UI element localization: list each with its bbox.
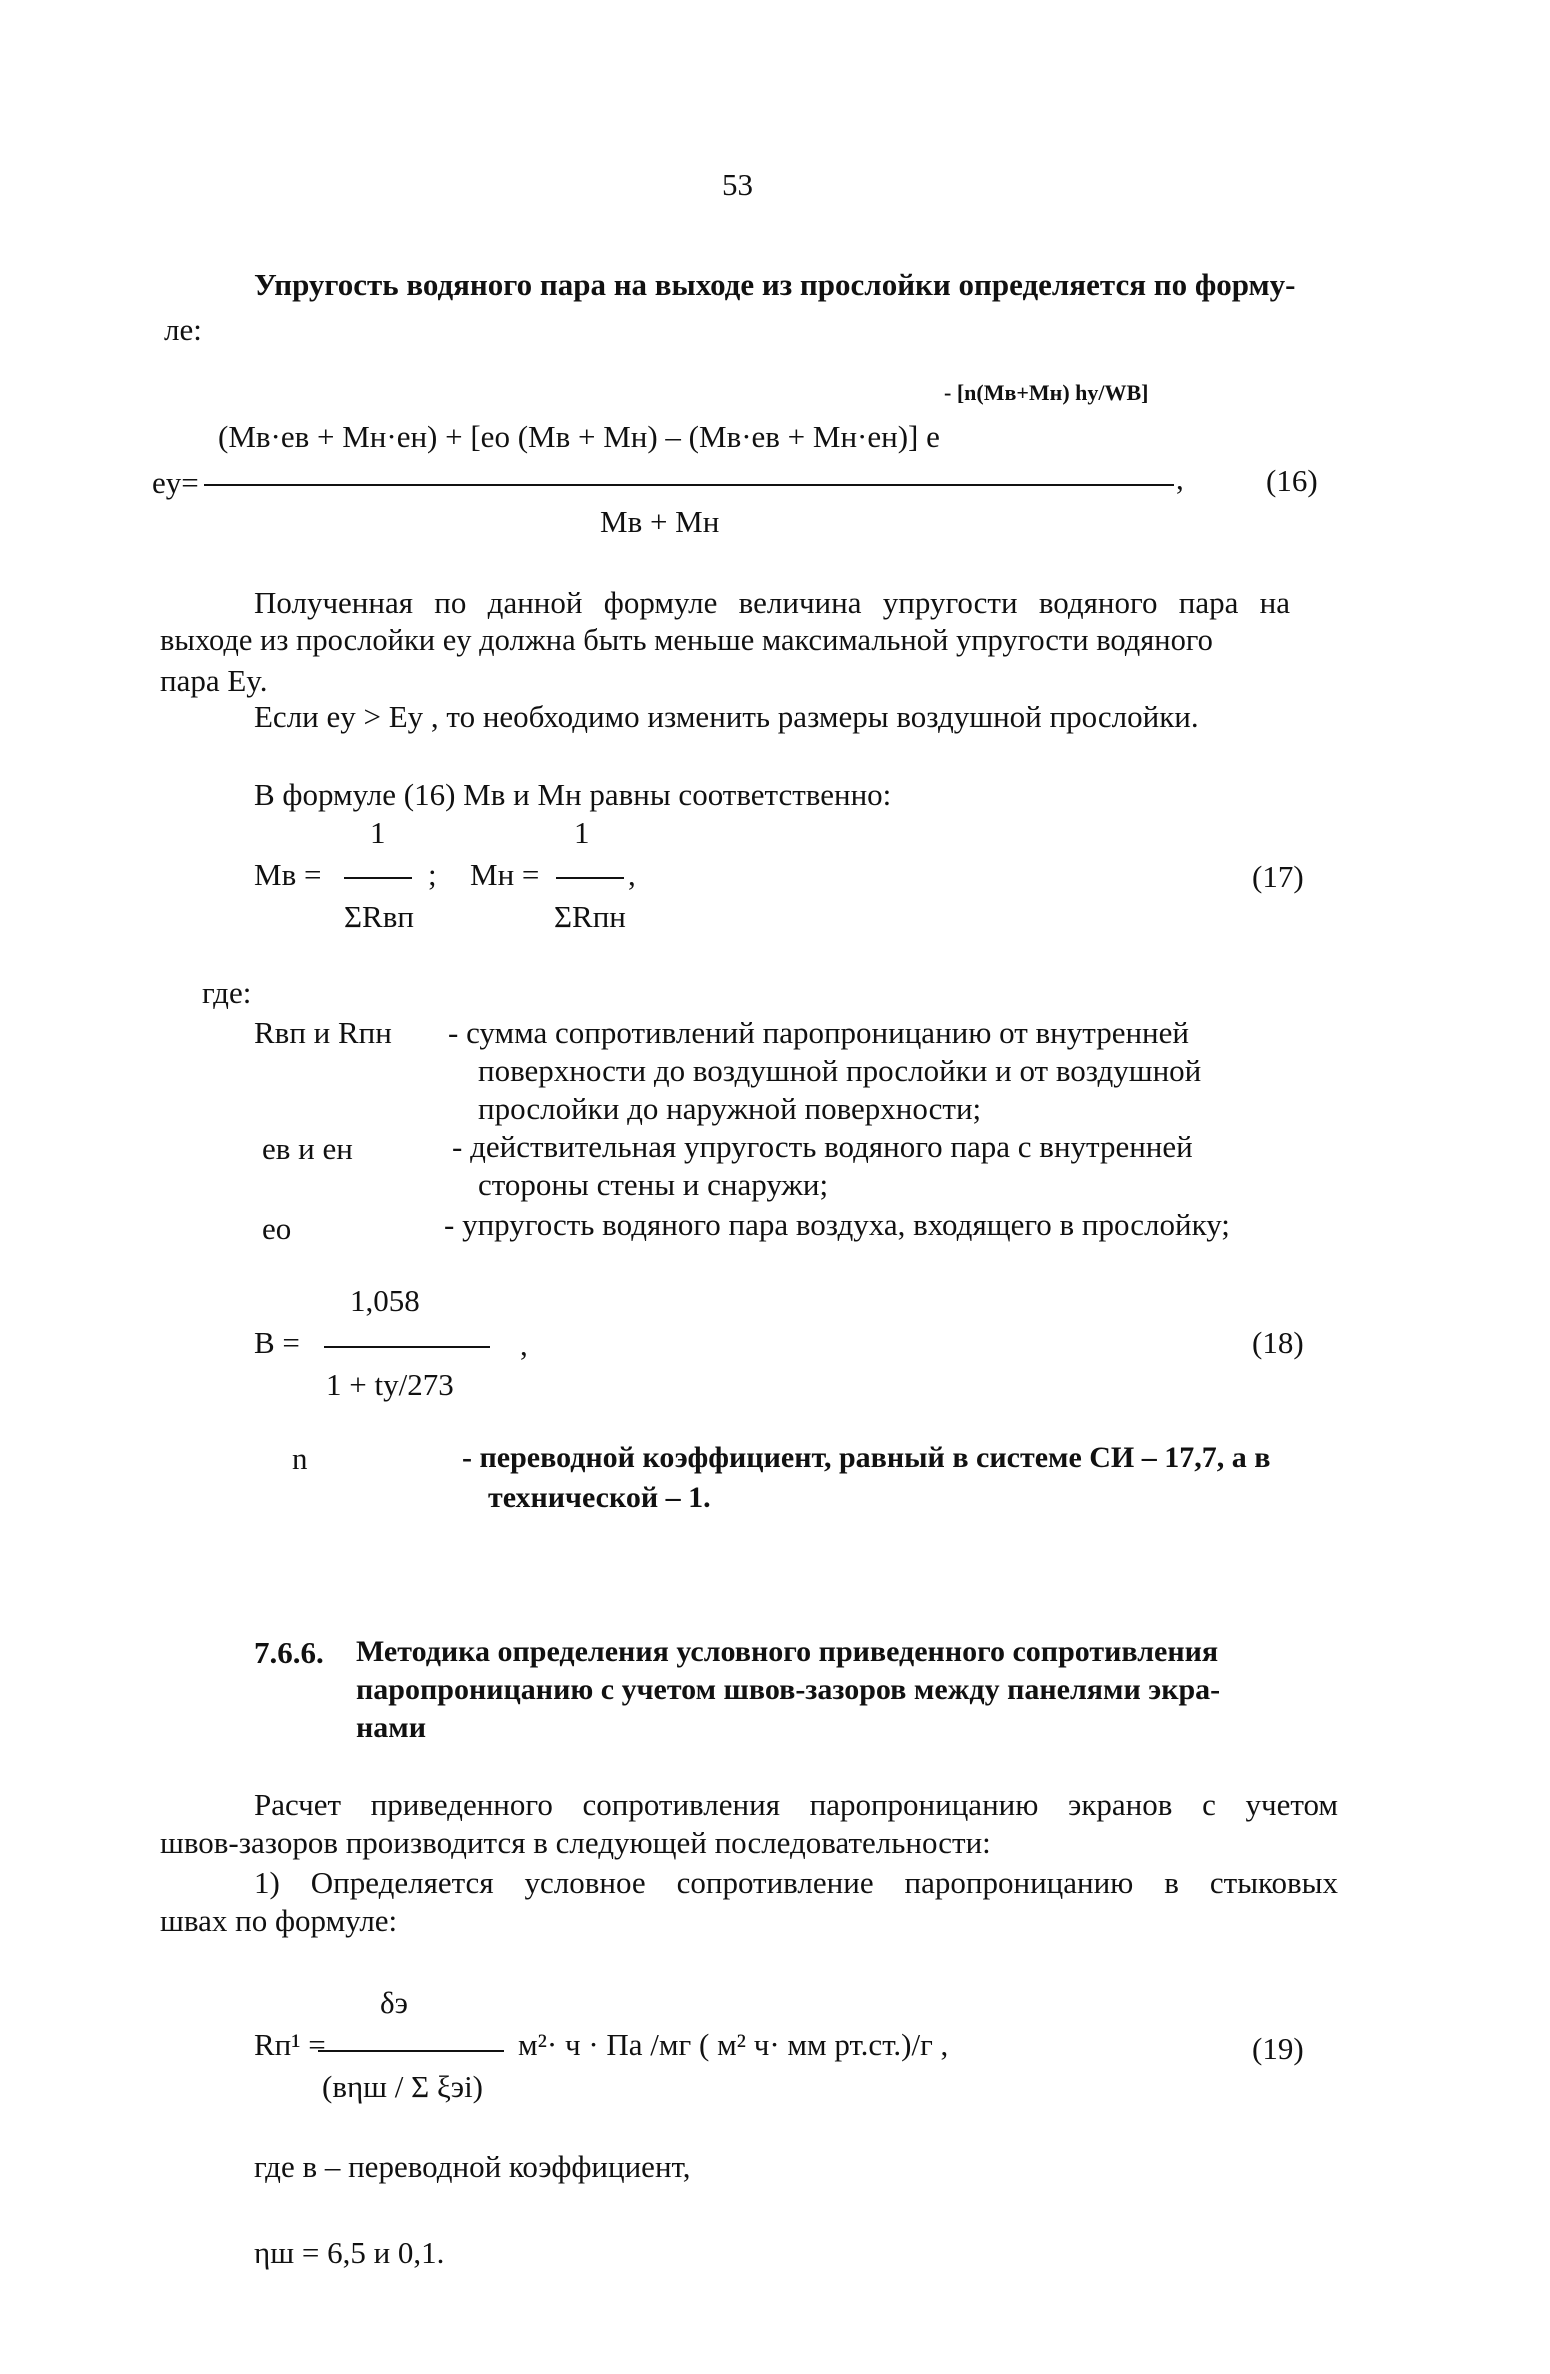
formula-18-number: (18) <box>1252 1325 1304 1360</box>
formula-19-numerator: δэ <box>380 1985 408 2020</box>
formula-16-denominator: Mв + Mн <box>600 504 720 539</box>
intro-line-1: Упругость водяного пара на выходе из прослойки определяется по форму- <box>254 267 1296 302</box>
formula-16-fraction-bar <box>204 484 1174 486</box>
n-term: n <box>292 1441 308 1476</box>
calc-line-1: Расчет приведенного сопротивления паропроницанию экранов с учетом <box>254 1787 1338 1822</box>
definition-text: - упругость водяного пара воздуха, входящего в прослойку; <box>444 1207 1230 1242</box>
result-line-1: Полученная по данной формуле величина упругости водяного пара на <box>254 585 1290 620</box>
result-line-3: пара Ey. <box>160 663 268 698</box>
formula-18-numerator: 1,058 <box>350 1283 420 1318</box>
formula-17-mv-bar <box>344 877 412 879</box>
calc-line-4: швах по формуле: <box>160 1903 398 1938</box>
formula-16-numerator: (Mв·eв + Mн·eн) + [eo (Mв + Mн) – (Mв·eв + Mн·eн)] e <box>218 419 940 454</box>
formula-16-tail: , <box>1176 461 1184 496</box>
formula-19-units: м²· ч · Па /мг ( м² ч· мм рт.ст.)/г , <box>518 2027 949 2062</box>
definitions-heading: где: <box>202 975 252 1010</box>
formula-16-number: (16) <box>1266 463 1318 498</box>
formula-17-mv-lhs: Mв = <box>254 857 322 892</box>
formula-17-mn-bar <box>556 877 624 879</box>
formula-17-mn-numerator: 1 <box>574 815 590 850</box>
definition-term: eo <box>262 1211 292 1246</box>
definition-term: eв и eн <box>262 1131 353 1166</box>
n-definition-line-2: технической – 1. <box>488 1481 711 1514</box>
formula-17-intro: В формуле (16) Mв и Mн равны соответственно: <box>254 777 892 812</box>
formula-16-exponent: - [n(Mв+Mн) hу/WB] <box>944 380 1149 405</box>
formula-19-number: (19) <box>1252 2031 1304 2066</box>
eta-line: ηш = 6,5 и 0,1. <box>254 2235 445 2270</box>
calc-line-2: швов-зазоров производится в следующей последовательности: <box>160 1825 991 1860</box>
section-title-line-2: паропроницанию с учетом швов-зазоров между панелями экра- <box>356 1673 1221 1706</box>
definition-term: Rвп и Rпн <box>254 1015 392 1050</box>
calc-line-3: 1) Определяется условное сопротивление паропроницанию в стыковых <box>254 1865 1338 1900</box>
definition-text: поверхности до воздушной прослойки и от воздушной <box>478 1053 1202 1088</box>
formula-17-mv-numerator: 1 <box>370 815 386 850</box>
formula-18-fraction-bar <box>324 1346 490 1348</box>
formula-18-lhs: B = <box>254 1325 300 1360</box>
section-title-line-1: Методика определения условного приведенного сопротивления <box>356 1635 1219 1668</box>
formula-19-lhs: Rп¹ = <box>254 2027 326 2062</box>
formula-17-mn-denominator: ΣRпн <box>554 899 626 934</box>
formula-17-sep: ; <box>428 857 437 892</box>
formula-19-denominator: (вηш / Σ ξэi) <box>322 2069 484 2104</box>
formula-16-lhs: ey= <box>152 465 199 500</box>
definition-text: стороны стены и снаружи; <box>478 1167 829 1202</box>
formula-18-denominator: 1 + ty/273 <box>326 1367 454 1402</box>
definition-text: прослойки до наружной поверхности; <box>478 1091 982 1126</box>
intro-line-2: ле: <box>164 312 202 347</box>
page-number: 53 <box>722 167 753 202</box>
definition-text: - сумма сопротивлений паропроницанию от внутренней <box>448 1015 1189 1050</box>
result-line-4: Если ey > Ey , то необходимо изменить размеры воздушной прослойки. <box>254 699 1199 734</box>
section-number: 7.6.6. <box>254 1635 324 1670</box>
formula-19-fraction-bar <box>318 2050 504 2052</box>
where-b-line: где в – переводной коэффициент, <box>254 2149 691 2184</box>
section-title-line-3: нами <box>356 1711 427 1744</box>
result-line-2: выходе из прослойки ey должна быть меньше максимальной упругости водяного <box>160 623 1213 657</box>
definition-text: - действительная упругость водяного пара с внутренней <box>452 1129 1193 1164</box>
formula-17-mn-lhs: Mн = <box>470 857 540 892</box>
formula-17-mv-denominator: ΣRвп <box>344 899 414 934</box>
formula-18-tail: , <box>520 1327 528 1362</box>
formula-17-tail: , <box>628 857 636 892</box>
n-definition-line-1: - переводной коэффициент, равный в системе СИ – 17,7, а в <box>462 1441 1271 1474</box>
formula-17-number: (17) <box>1252 859 1304 894</box>
